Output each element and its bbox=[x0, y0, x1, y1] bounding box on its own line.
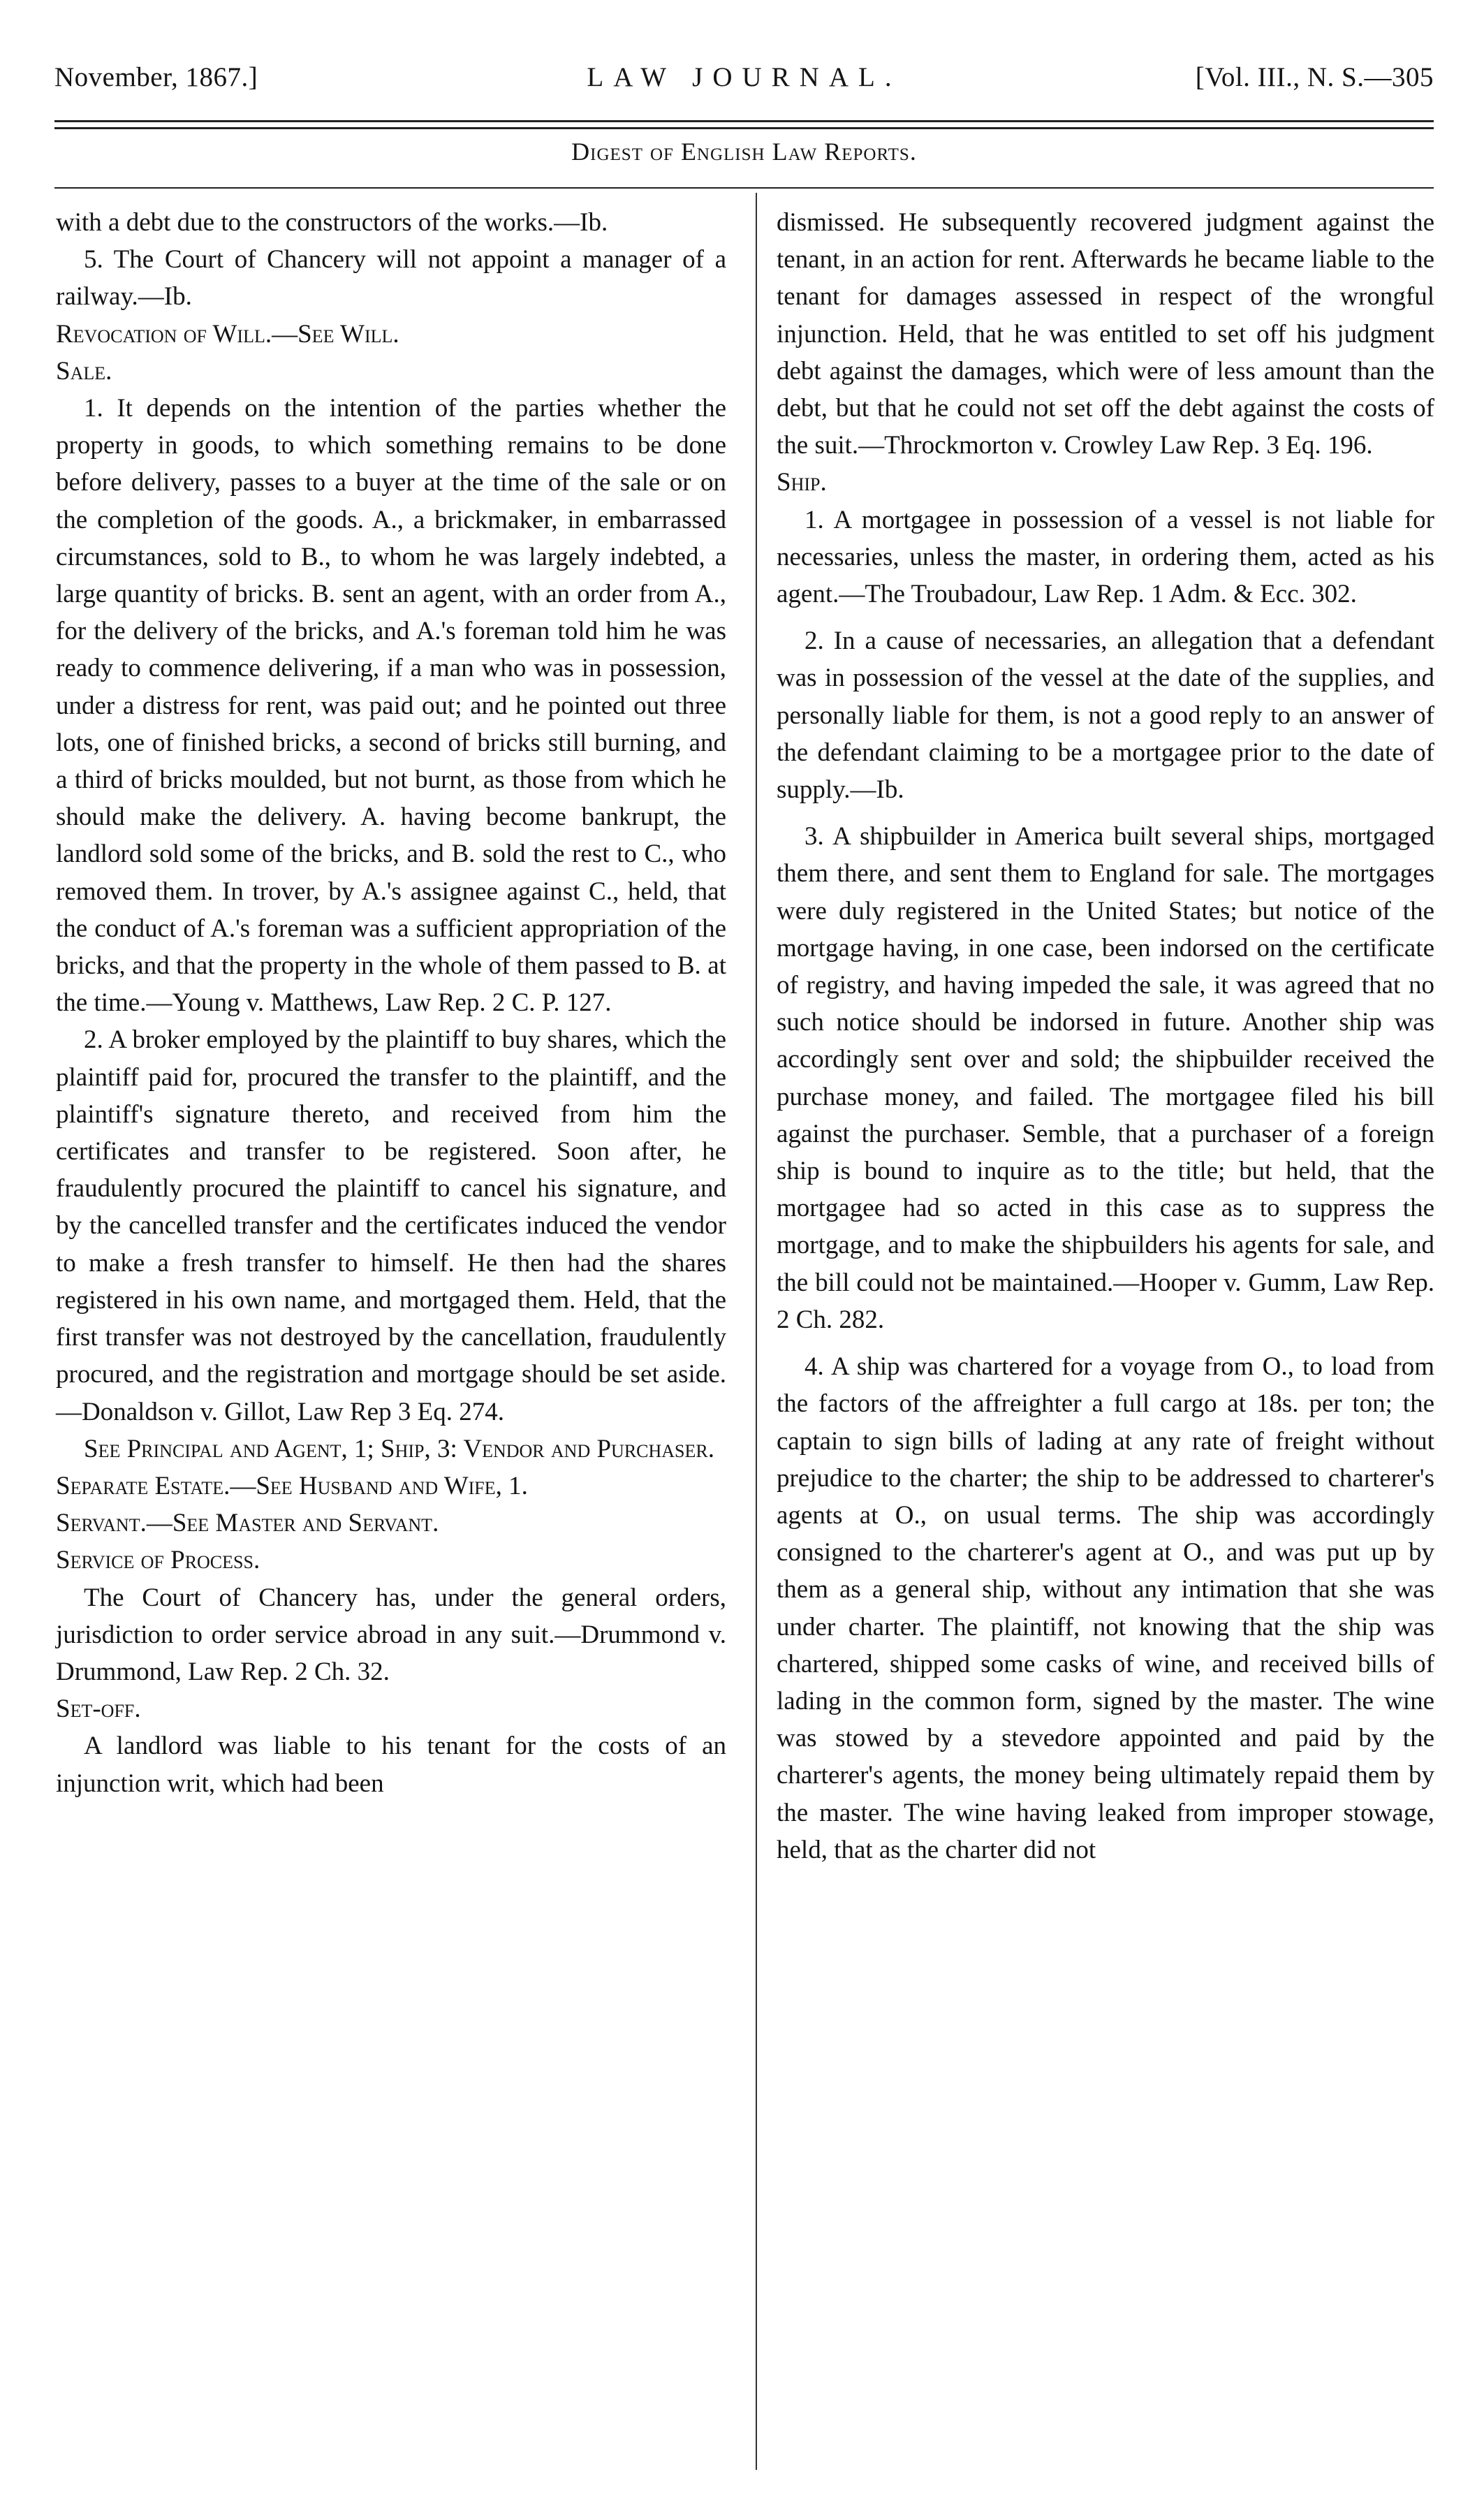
header-rule-bottom bbox=[54, 127, 1434, 129]
paragraph: 1. It depends on the intention of the parties whether the property in goods, to which something remains to be done before delivery, passes to a buyer at the time of the sale or on the completion of the goods. A., a brickmaker, in embarrassed circumstances, sold to B., to whom he was largely indebted, a large quantity of bricks. B. sent an agent, with an order from A., for the delivery of the bricks, and A.'s foreman told him he was ready to commence delivering, if a man who was in possession, under a distress for rent, was paid out; and he pointed out three lots, one of finished bricks, a second of bricks still burning, and a third of bricks moulded, but not burnt, as those from which he should make the delivery. A. having become bankrupt, the landlord sold some of the bricks, and B. sold the rest to C., who removed them. In trover, by A.'s assignee against C., held, that the conduct of A.'s foreman was a sufficient appropriation of the bricks, and that the property in the whole of them passed to B. at the time.—Young v. Matthews, Law Rep. 2 C. P. 127. bbox=[56, 394, 726, 1018]
cross-reference: Separate Estate.—See Husband and Wife, 1. bbox=[56, 1471, 528, 1500]
spacer bbox=[777, 808, 1434, 818]
header-rule-top bbox=[54, 120, 1434, 122]
paragraph: 5. The Court of Chancery will not appoint a manager of a railway.—Ib. bbox=[56, 245, 726, 312]
right-column bbox=[777, 204, 1434, 1868]
section-title: Digest of English Law Reports. bbox=[571, 138, 917, 166]
left-column bbox=[56, 204, 726, 1802]
column-divider bbox=[756, 193, 757, 2470]
header-date: November, 1867.] bbox=[54, 62, 258, 92]
paragraph: A landlord was liable to his tenant for the costs of an injunction writ, which had been bbox=[56, 1732, 726, 1798]
cross-reference: See Principal and Agent, 1; Ship, 3: Vendor and Purchaser. bbox=[84, 1434, 714, 1463]
journal-title: LAW JOURNAL. bbox=[587, 62, 902, 92]
cross-reference: Revocation of Will.—See Will. bbox=[56, 319, 399, 349]
paragraph: 1. A mortgagee in possession of a vessel is not liable for necessaries, unless the master, in ordering them, acted as his agent.—The Troubadour, Law Rep. 1 Adm. & Ecc. 302. bbox=[777, 505, 1434, 609]
section-heading: Service of Process. bbox=[56, 1546, 260, 1575]
spacer bbox=[777, 1338, 1434, 1348]
paragraph: with a debt due to the constructors of the works.—Ib. bbox=[56, 208, 608, 237]
section-heading: Sale. bbox=[56, 356, 112, 386]
header-volume-page: [Vol. III., N. S.—305 bbox=[1195, 62, 1434, 92]
section-heading: Set-off. bbox=[56, 1695, 141, 1724]
spacer bbox=[777, 613, 1434, 622]
cross-reference: Servant.—See Master and Servant. bbox=[56, 1509, 439, 1538]
subheader-rule bbox=[54, 187, 1434, 189]
paragraph: dismissed. He subsequently recovered judgment against the tenant, in an action for rent. Afterwards he became liable to the tenant for damages assessed in respect of the wrongful injunction. Held, that he was entitled to set off his judgment debt against the damages, which were of less amount than the debt, but that he could not set off the debt against the costs of the suit.—Throckmorton v. Crowley Law Rep. 3 Eq. 196. bbox=[777, 208, 1434, 460]
running-header bbox=[54, 61, 1434, 110]
paragraph: 4. A ship was chartered for a voyage from O., to load from the factors of the affreighter a full cargo at 18s. per ton; the captain to sign bills of lading at any rate of freight without prejudice to the charter; the ship to be addressed to charterer's agents at O., on usual terms. The ship was accordingly consigned to the charterer's agent at O., and was put up by them as a general ship, without any intimation that she was under charter. The plaintiff, not knowing that the ship was chartered, shipped some casks of wine, and received bills of lading in the common form, signed by the master. The wine was stowed by a stevedore appointed and paid by the charterer's agents, the money being ultimately repaid them by the master. The wine having leaked from improper stowage, held, that as the charter did not bbox=[777, 1352, 1434, 1864]
paragraph: 2. A broker employed by the plaintiff to buy shares, which the plaintiff paid for, procured the transfer to the plaintiff, and the plaintiff's signature thereto, and received from him the certificates and transfer to be registered. Soon after, he fraudulently procured the plaintiff to cancel his signature, and by the cancelled transfer and the certificates induced the vendor to make a fresh transfer to himself. He then had the shares registered in his own name, and mortgaged them. Held, that the first transfer was not destroyed by the cancellation, fraudulently procured, and the registration and mortgage should be set aside.—Donaldson v. Gillot, Law Rep 3 Eq. 274. bbox=[56, 1025, 726, 1426]
section-heading: Ship. bbox=[777, 468, 827, 497]
paragraph: 3. A shipbuilder in America built several ships, mortgaged them there, and sent them to England for sale. The mortgages were duly registered in the United States; but notice of the mortgage having, in one case, been indorsed on the certificate of registry, and having impeded the sale, it was agreed that no such notice should be indorsed in future. Another ship was accordingly sent over and sold; the shipbuilder received the purchase money, and failed. The mortgagee filed his bill against the purchaser. Semble, that a purchaser of a foreign ship is bound to inquire as to the title; but held, that the mortgagee had so acted in this case as to suppress the mortgage, and to make the shipbuilders his agents for sale, and the bill could not be maintained.—Hooper v. Gumm, Law Rep. 2 Ch. 282. bbox=[777, 822, 1434, 1334]
paragraph: The Court of Chancery has, under the general orders, jurisdiction to order service abroad in any suit.—Drummond v. Drummond, Law Rep. 2 Ch. 32. bbox=[56, 1583, 726, 1686]
paragraph: 2. In a cause of necessaries, an allegation that a defendant was in possession of the vessel at the date of the supplies, and personally liable for them, is not a good reply to an answer of the defendant claiming to be a mortgagee prior to the date of supply.—Ib. bbox=[777, 627, 1434, 805]
